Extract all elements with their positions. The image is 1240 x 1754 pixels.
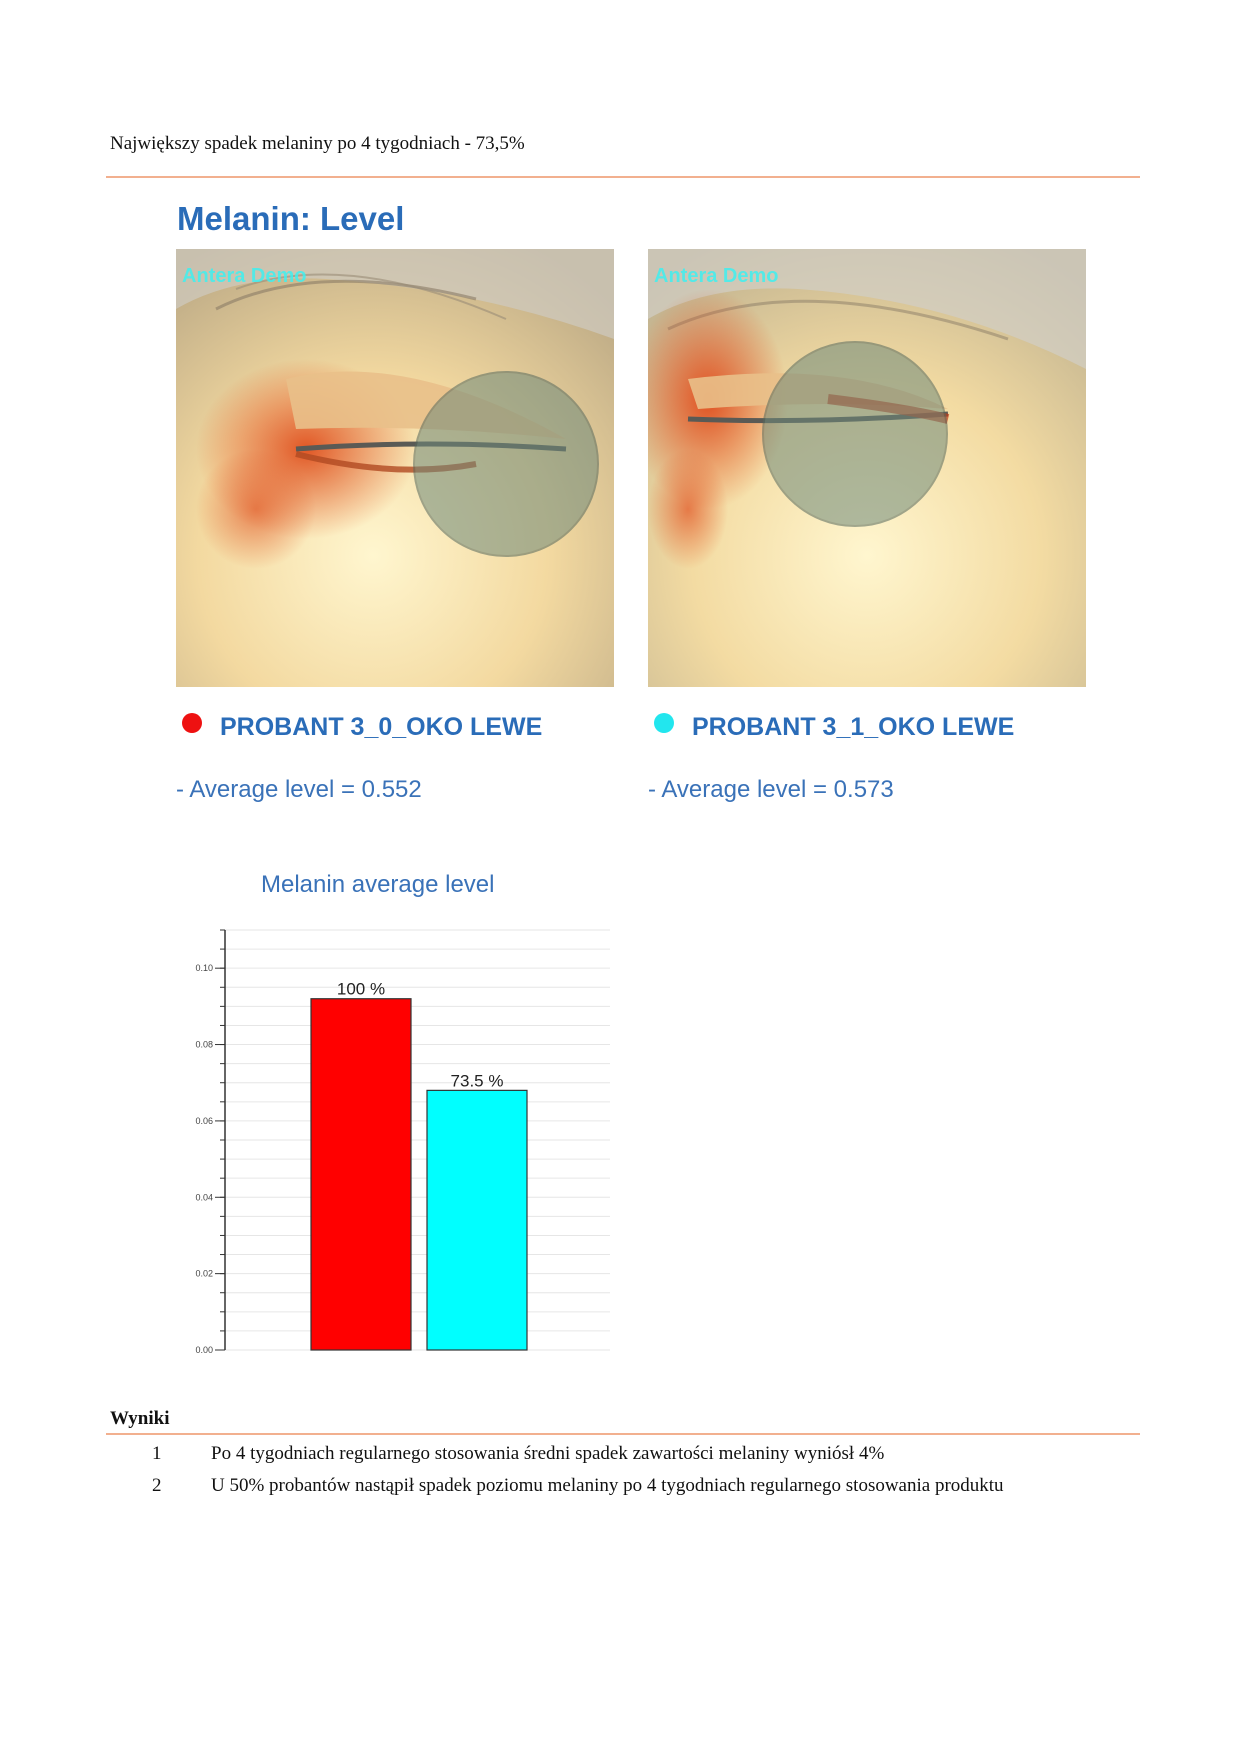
eye-image-before	[176, 249, 614, 687]
bar-data-label: 100 %	[336, 979, 386, 999]
result-text: Po 4 tygodniach regularnego stosowania średni spadek zawartości melaniny wyniósł 4%	[211, 1443, 885, 1464]
watermark-after: Antera Demo	[654, 265, 779, 287]
average-level-before: - Average level = 0.552	[176, 776, 422, 803]
watermark-before: Antera Demo	[182, 265, 307, 287]
y-tick-label: 0.02	[195, 1268, 213, 1279]
probant-label-before	[182, 710, 542, 744]
y-tick-label: 0.04	[195, 1192, 213, 1203]
results-title: Wyniki	[110, 1408, 170, 1429]
melanin-bar-chart	[180, 920, 620, 1370]
result-number: 2	[152, 1475, 162, 1496]
bar-2	[427, 1090, 527, 1350]
y-tick-label: 0.08	[195, 1039, 213, 1050]
probant-label-after	[654, 710, 1014, 744]
melanin-title: Melanin: Level	[177, 200, 405, 237]
chart-title: Melanin average level	[261, 871, 495, 898]
probant-name-after: PROBANT 3_1_OKO LEWE	[692, 712, 1015, 741]
red-dot-icon	[182, 713, 202, 733]
y-tick-label: 0.10	[195, 963, 213, 974]
average-level-after: - Average level = 0.573	[648, 776, 894, 803]
probant-name-before: PROBANT 3_0_OKO LEWE	[220, 712, 543, 741]
page-heading: Największy spadek melaniny po 4 tygodniach - 73,5%	[110, 133, 525, 154]
result-number: 1	[152, 1443, 162, 1464]
results-divider	[106, 1433, 1140, 1435]
eye-image-after	[648, 249, 1086, 687]
bar-data-label: 73.5 %	[450, 1071, 504, 1091]
bar-1	[311, 999, 411, 1350]
y-tick-label: 0.06	[195, 1115, 213, 1126]
top-divider	[106, 176, 1140, 178]
y-tick-label: 0.00	[195, 1345, 213, 1355]
cyan-dot-icon	[654, 713, 674, 733]
result-text: U 50% probantów nastąpił spadek poziomu melaniny po 4 tygodniach regularnego stosowania produktu	[211, 1475, 1004, 1496]
